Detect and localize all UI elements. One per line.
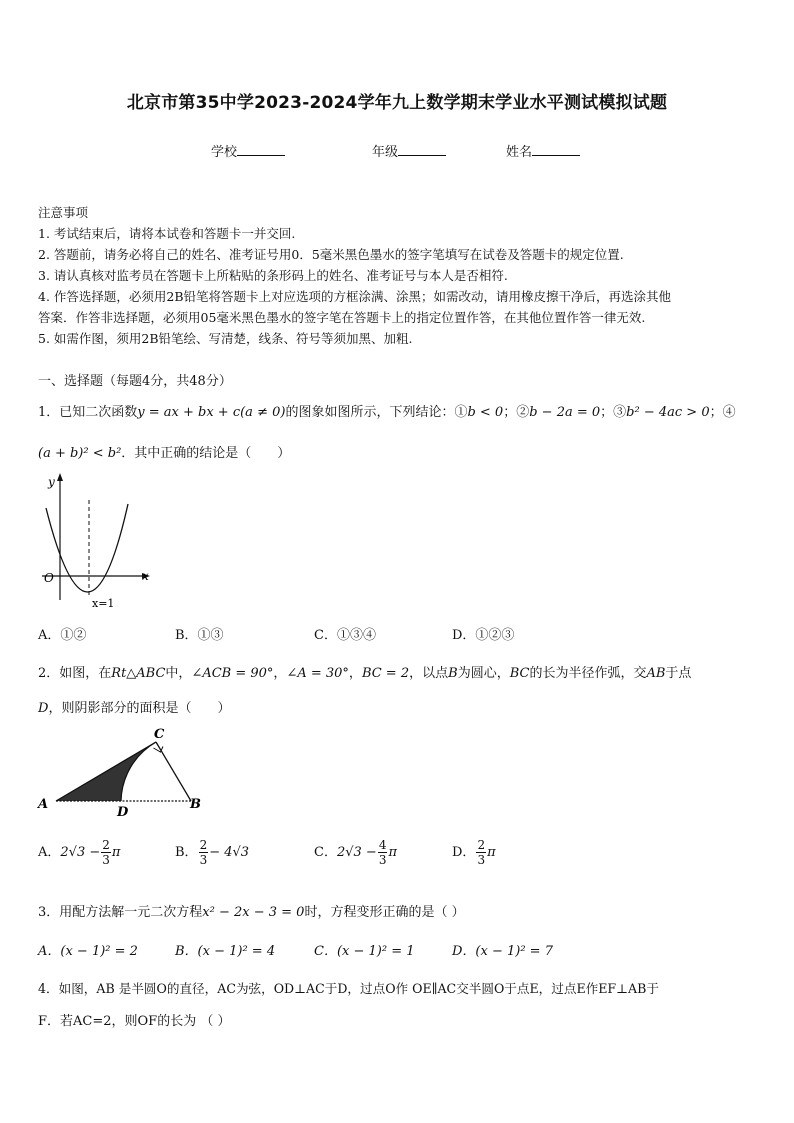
q1-option-a[interactable]: A．①② bbox=[38, 628, 87, 643]
q1-option-c[interactable]: C．①③④ bbox=[314, 628, 376, 643]
q1-parabola-graph bbox=[36, 470, 166, 615]
q2-triangle-figure bbox=[34, 724, 214, 820]
notice-heading: 注意事项 bbox=[38, 205, 89, 220]
page-title: 北京市第35中学2023-2024学年九上数学期末学业水平测试模拟试题 bbox=[126, 93, 668, 113]
q2-stem: 2．如图，在Rt△ABC中，∠ACB = 90°，∠A = 30°，BC = 2，以点B为圆心，BC的长为半径作弧，交AB于点 bbox=[38, 666, 692, 681]
q3-option-b[interactable]: B．(x − 1)² = 4 bbox=[175, 944, 276, 959]
q4-stem: 4．如图，AB 是半圆O的直径，AC为弦，OD⊥AC于D，过点O作 OE∥AC交半圆O于点E，过点E作EF⊥AB于 bbox=[38, 981, 659, 996]
x-label: x bbox=[142, 569, 149, 583]
name-blank[interactable] bbox=[532, 143, 580, 156]
y-arrow bbox=[57, 473, 63, 481]
q3-option-a[interactable]: A．(x − 1)² = 2 bbox=[38, 944, 138, 959]
q2-option-c[interactable]: C．2√3 − $\frac{4}{3}$ π bbox=[314, 838, 397, 867]
name-field[interactable]: 姓名 bbox=[506, 141, 580, 160]
notice-item: 答案．作答非选择题，必须用05毫米黑色墨水的签字笔在答题卡上的指定位置作答，在其他位置作答一律无效. bbox=[38, 310, 646, 325]
label-b: B bbox=[190, 797, 201, 812]
notice-item: 2. 答题前，请务必将自己的姓名、准考证号用0．5毫米黑色墨水的签字笔填写在试卷及答题卡的规定位置. bbox=[38, 247, 624, 262]
notice-item: 5. 如需作图，须用2B铅笔绘、写清楚，线条、符号等须加黑、加粗. bbox=[38, 331, 413, 346]
q1-stem-cont: (a + b)² < b²．其中正确的结论是（ ） bbox=[38, 446, 291, 461]
notice-item: 4. 作答选择题，必须用2B铅笔将答题卡上对应选项的方框涂满、涂黑；如需改动，请用橡皮擦干净后，再选涂其他 bbox=[38, 289, 672, 304]
q2-option-a[interactable]: A．2√3 − $\frac{2}{3}$ π bbox=[38, 838, 121, 867]
q1-option-d[interactable]: D．①②③ bbox=[452, 628, 515, 643]
parabola-curve bbox=[46, 504, 128, 592]
q1-option-b[interactable]: B．①③ bbox=[175, 628, 224, 643]
q2-stem-cont: D，则阴影部分的面积是（ ） bbox=[38, 701, 231, 716]
q3-option-d[interactable]: D．(x − 1)² = 7 bbox=[452, 944, 553, 959]
label-d: D bbox=[117, 805, 129, 820]
q4-stem-cont: F．若AC=2，则OF的长为 （ ） bbox=[38, 1014, 231, 1029]
y-label: y bbox=[48, 475, 55, 489]
q2-option-d[interactable]: D． $\frac{2}{3}$ π bbox=[452, 838, 496, 867]
q2-option-b[interactable]: B． $\frac{2}{3}$ − 4√3 bbox=[175, 838, 250, 867]
label-c: C bbox=[154, 727, 165, 742]
q1-stem: 1．已知二次函数y = ax + bx + c(a ≠ 0)的图象如图所示，下列结论：①b < 0；②b − 2a = 0；③b² − 4ac > 0；④ bbox=[38, 405, 736, 420]
notice-item: 3. 请认真核对监考员在答题卡上所粘贴的条形码上的姓名、准考证号与本人是否相符. bbox=[38, 268, 508, 283]
school-blank[interactable] bbox=[237, 143, 285, 156]
notice-item: 1. 考试结束后，请将本试卷和答题卡一并交回. bbox=[38, 226, 296, 241]
grade-blank[interactable] bbox=[398, 143, 446, 156]
symmetry-label: x=1 bbox=[92, 597, 115, 610]
grade-field[interactable]: 年级 bbox=[372, 141, 446, 160]
school-field[interactable]: 学校 bbox=[211, 141, 285, 160]
q3-option-c[interactable]: C．(x − 1)² = 1 bbox=[314, 944, 415, 959]
q1-function: y = ax + bx + c(a ≠ 0) bbox=[137, 405, 286, 420]
section-heading: 一、选择题（每题4分，共48分） bbox=[38, 374, 232, 389]
q3-stem: 3．用配方法解一元二次方程x² − 2x − 3 = 0时，方程变形正确的是（ ） bbox=[38, 905, 465, 920]
origin-label: O bbox=[44, 571, 54, 585]
label-a: A bbox=[38, 797, 49, 812]
